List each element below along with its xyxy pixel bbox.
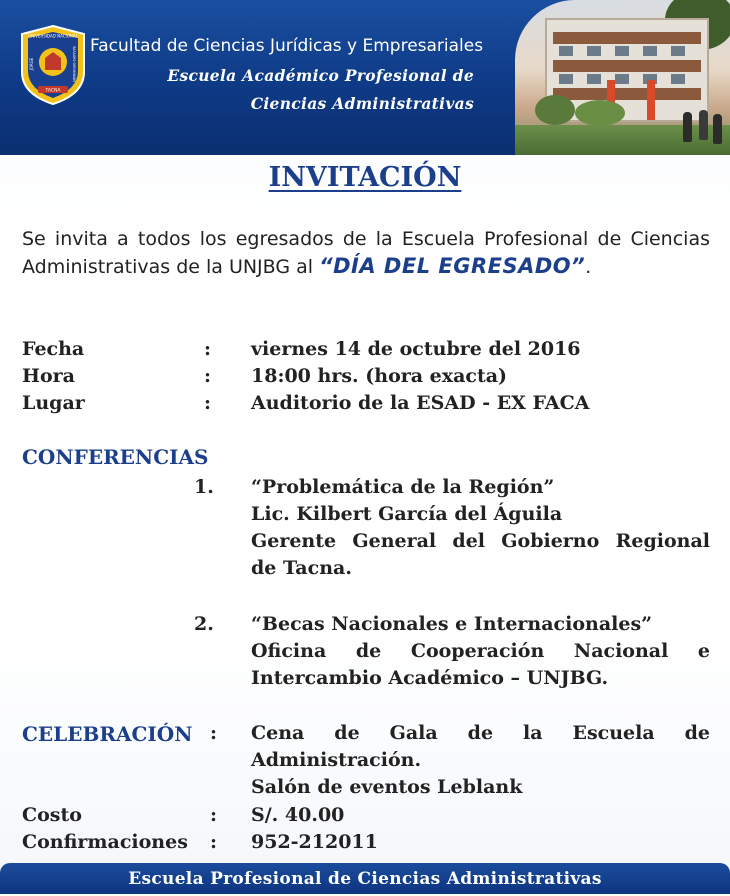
confirm-label: Confirmaciones	[22, 831, 188, 853]
cost-value: S/. 40.00	[251, 804, 345, 826]
school-name	[100, 62, 474, 118]
place-value: Auditorio de la ESAD - EX FACA	[251, 392, 590, 414]
date-label: Fecha	[22, 338, 85, 360]
intro-end: .	[585, 256, 592, 278]
confirm-phone: 952-212011	[251, 831, 378, 853]
school-name-line2: Ciencias Administrativas	[250, 94, 474, 113]
svg-text:TACNA: TACNA	[45, 88, 61, 94]
conference-2-title: “Becas Nacionales e Internacionales”	[251, 613, 653, 635]
confirm-colon: :	[210, 831, 218, 853]
svg-text:UNIVERSIDAD NACIONAL: UNIVERSIDAD NACIONAL	[28, 33, 78, 39]
time-colon: :	[204, 365, 212, 387]
conference-1-role-line1: Gerente General del Gobierno Regional	[251, 530, 710, 552]
date-colon: :	[204, 338, 212, 360]
conference-1-title: “Problemática de la Región”	[251, 476, 555, 498]
time-value: 18:00 hrs. (hora exacta)	[251, 365, 508, 387]
faculty-name: Facultad de Ciencias Jurídicas y Empresariales	[90, 36, 484, 56]
school-name-line1: Escuela Académico Profesional de	[167, 66, 474, 85]
conference-1-role-line2: de Tacna.	[251, 557, 352, 579]
university-seal-logo	[18, 24, 88, 106]
celebration-heading: CELEBRACIÓN	[22, 722, 193, 746]
intro-text: Se invita a todos los egresados de la Escuela Profesional de Ciencias Administrativas de la UNJBG al	[22, 228, 710, 278]
celebration-line2: Administración.	[251, 749, 422, 771]
intro-paragraph	[22, 226, 710, 281]
time-label: Hora	[22, 365, 75, 387]
conference-2-speaker-line2: Intercambio Académico – UNJBG.	[251, 667, 609, 689]
svg-text:BASADRE GROHMANN: BASADRE GROHMANN	[72, 46, 76, 82]
cost-colon: :	[210, 804, 218, 826]
header-banner	[0, 0, 730, 155]
footer-banner: Escuela Profesional de Ciencias Administrativas	[0, 863, 730, 894]
place-colon: :	[204, 392, 212, 414]
event-name: “DÍA DEL EGRESADO”	[319, 254, 586, 278]
conference-1-speaker: Lic. Kilbert García del Águila	[251, 503, 563, 525]
conference-2-number: 2.	[194, 613, 214, 635]
cost-label: Costo	[22, 804, 82, 826]
conference-2-speaker-line1: Oficina de Cooperación Nacional e	[251, 640, 710, 662]
campus-building-photo	[515, 0, 730, 155]
conference-1-number: 1.	[194, 476, 214, 498]
invitation-title: INVITACIÓN	[268, 162, 462, 193]
date-value: viernes 14 de octubre del 2016	[251, 338, 581, 360]
svg-text:JORGE: JORGE	[29, 57, 34, 71]
celebration-colon: :	[210, 722, 218, 744]
conferences-heading: CONFERENCIAS	[22, 445, 209, 469]
celebration-line1: Cena de Gala de la Escuela de	[251, 722, 710, 744]
celebration-venue: Salón de eventos Leblank	[251, 776, 523, 798]
place-label: Lugar	[22, 392, 85, 414]
